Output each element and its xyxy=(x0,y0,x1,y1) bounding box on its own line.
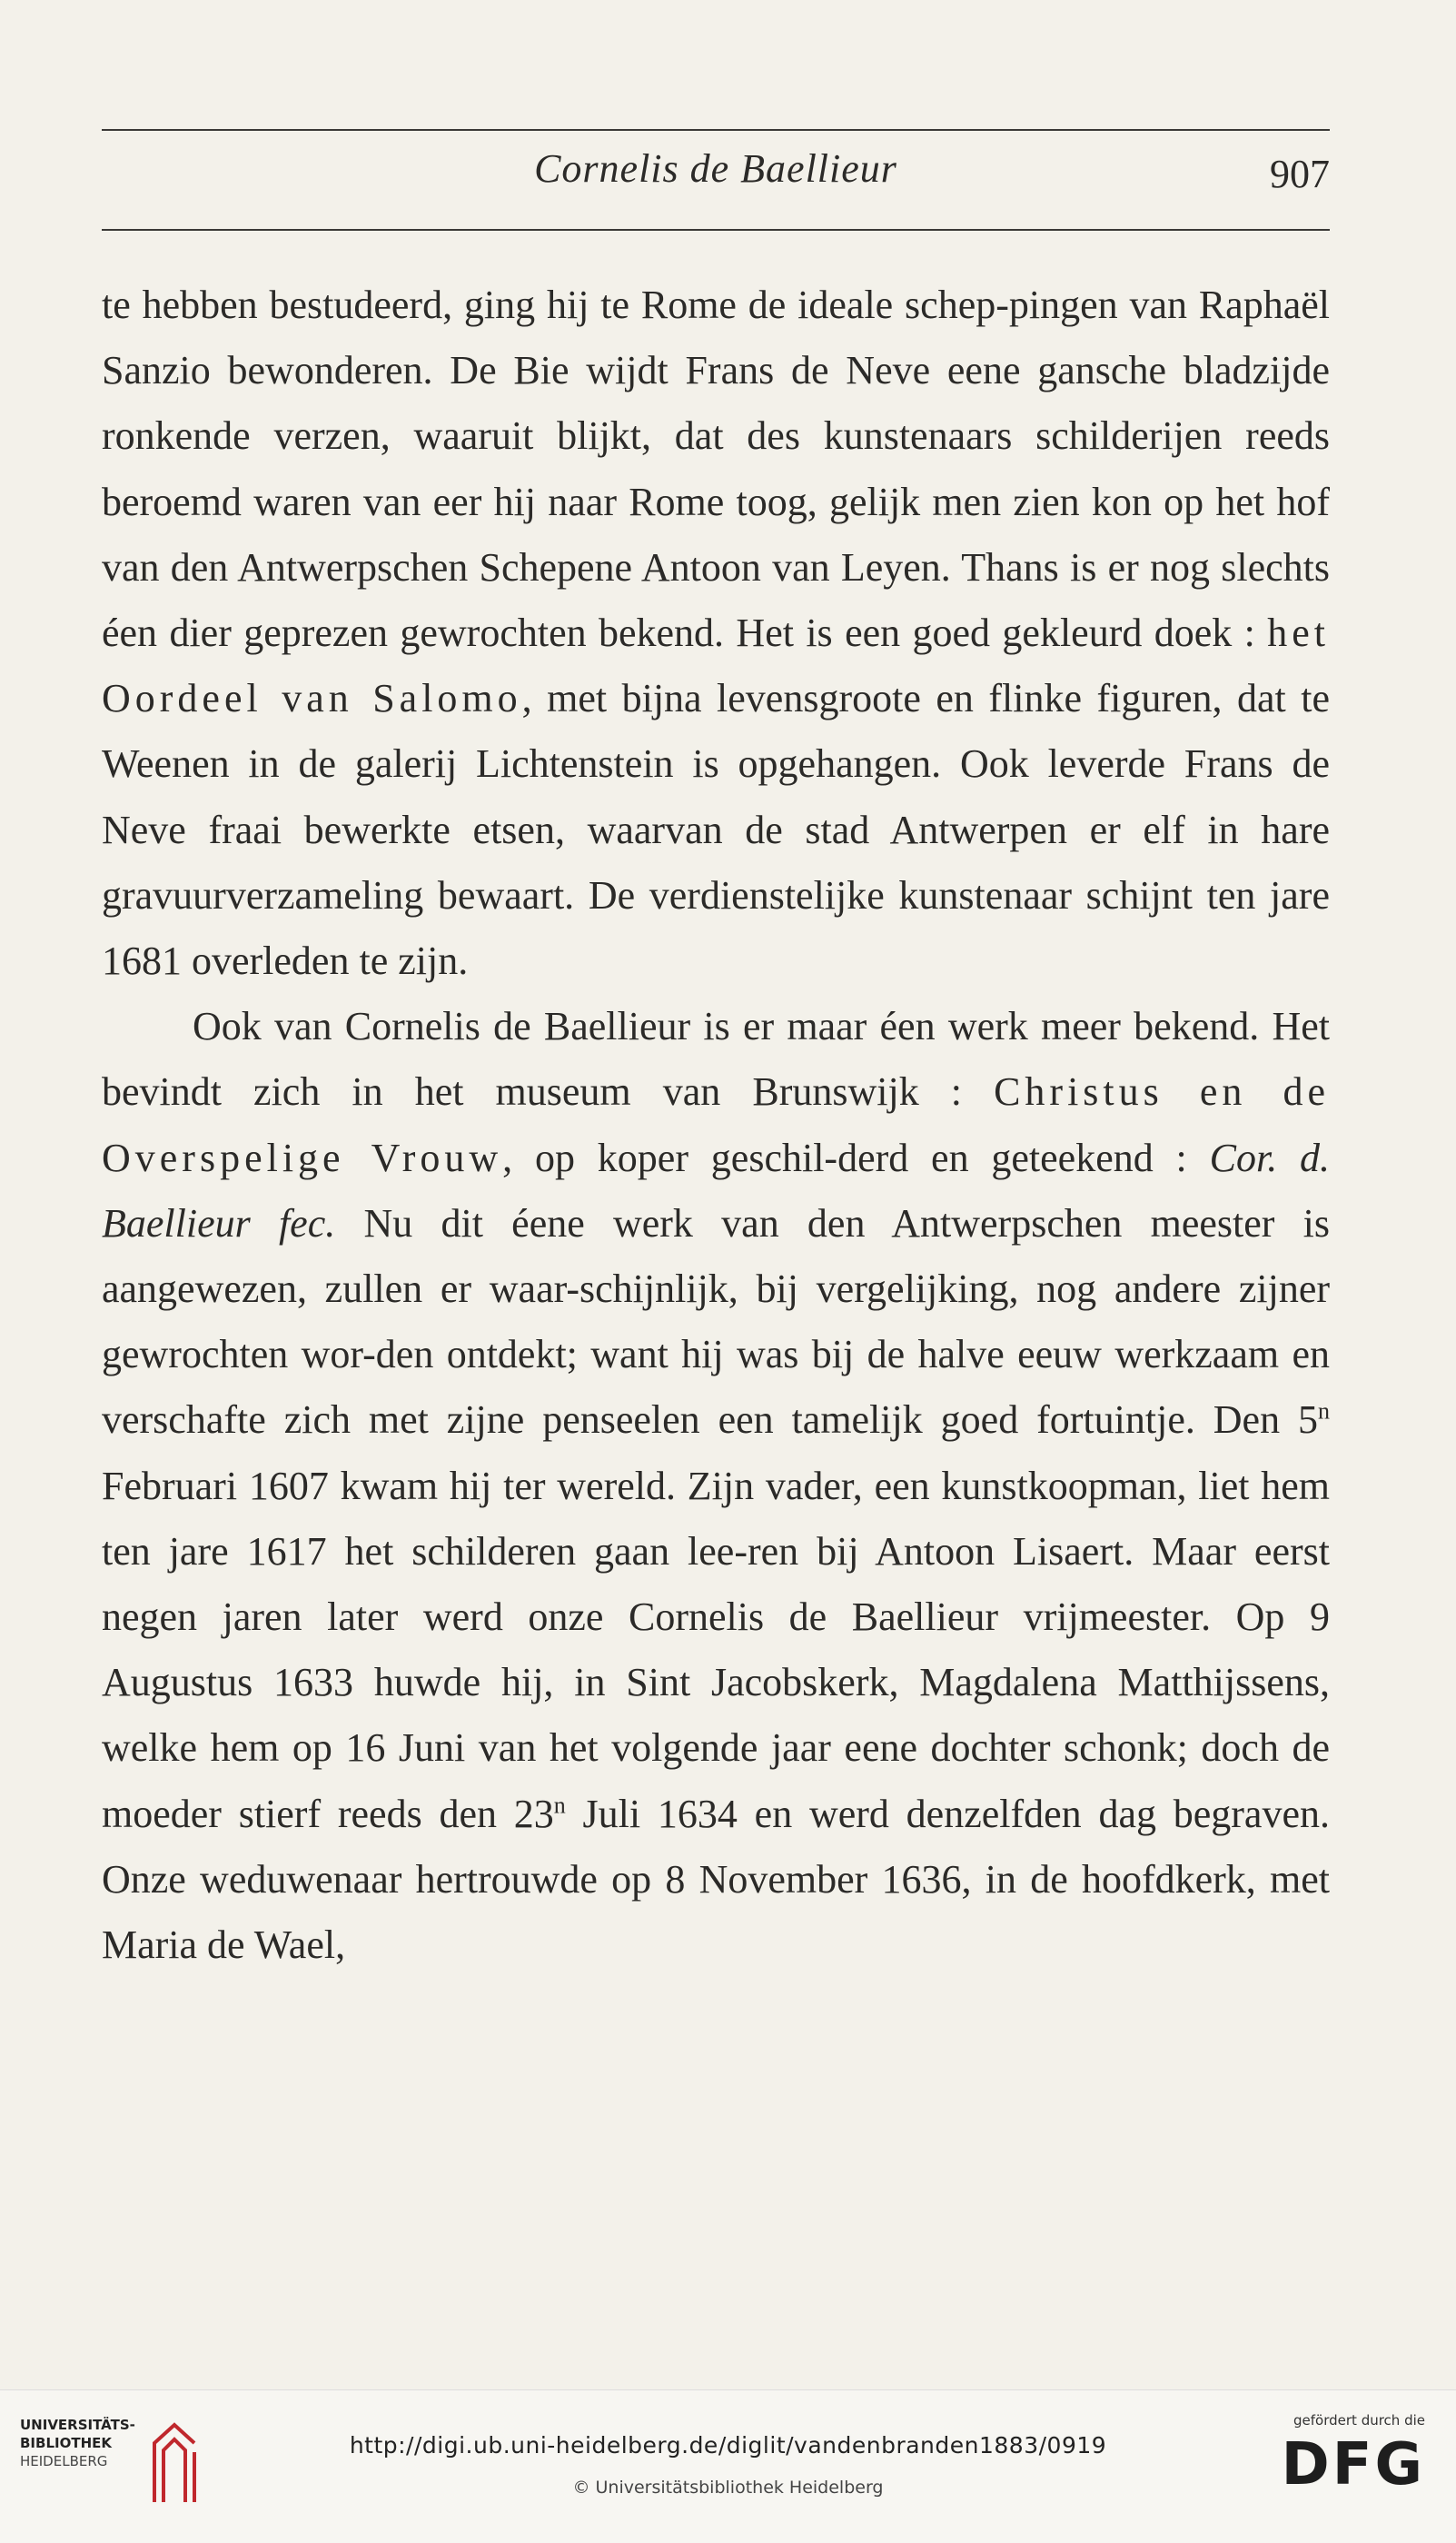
library-line-1: UNIVERSITÄTS- xyxy=(20,2417,135,2433)
body-text xyxy=(102,273,1330,1978)
p2-text-e: Juli 1634 en werd denzelfden dag begraven. Onze weduwenaar hertrouwde op 8 November 1636, in de hoofdkerk, met Maria de Wael, xyxy=(102,1791,1330,1968)
p2-spaced-title: Christus en de Overspelige Vrouw xyxy=(102,1069,1330,1180)
library-logo[interactable] xyxy=(20,2416,211,2516)
p2-text-b: , op koper geschil-derd en geteekend : xyxy=(502,1135,1210,1180)
dfg-logo[interactable] xyxy=(1253,2412,1425,2521)
page-header xyxy=(102,145,1330,209)
digitization-footer xyxy=(0,2389,1456,2543)
source-url-link[interactable]: http://digi.ub.uni-heidelberg.de/diglit/vandenbranden1883/0919 xyxy=(349,2432,1107,2459)
page-number: 907 xyxy=(1270,152,1330,196)
dfg-wordmark: DFG xyxy=(1281,2431,1425,2498)
p2-signature-italic: Cor. d. Baellieur fec. xyxy=(102,1135,1330,1246)
p2-text-c: Nu dit éene werk van den Antwerpschen meester is aangewezen, zullen er waar-schijnlijk, bij vergelijking, nog andere zijner gewrochten wor-den ontdekt; want hij was bij de halve eeuw werkzaam en verschafte zich met zijne penseelen een tamelijk goed fortuintje. Den 5 xyxy=(102,1200,1331,1443)
library-line-2: BIBLIOTHEK xyxy=(20,2435,112,2451)
p1-spaced-title: het Oordeel van Salomo xyxy=(102,611,1330,721)
p1-text-a: te hebben bestudeerd, ging hij te Rome de ideale schep-pingen van Raphaël Sanzio bewonderen. De Bie wijdt Frans de Neve eene gansche bladzijde ronkende verzen, waaruit blijkt, dat des kunstenaars schilderijen reeds beroemd waren van eer hij naar Rome toog, gelijk men zien kon op het hof van den Antwerpschen Schepene Antoon van Leyen. Thans is er nog slechts éen dier geprezen gewrochten bekend. Het is een goed gekleurd doek : xyxy=(102,283,1330,656)
header-rule-top xyxy=(102,129,1330,131)
paragraph-2 xyxy=(102,994,1330,1978)
paragraph-1 xyxy=(102,273,1330,994)
p2-superscript-2: n xyxy=(553,1792,566,1819)
p2-text-d: Februari 1607 kwam hij ter wereld. Zijn vader, een kunstkoopman, liet hem ten jare 1617 het schilderen gaan lee-ren bij Antoon Lisaert. Maar eerst negen jaren later werd onze Cornelis de Baellieur vrijmeester. Op 9 Augustus 1633 huwde hij, in Sint Jacobskerk, Magdalena Matthijssens, welke hem op 16 Juni van het volgende jaar eene dochter schonk; doch de moeder stierf reeds den 23 xyxy=(102,1463,1330,1836)
header-rule-bottom xyxy=(102,229,1330,231)
funded-by-text: gefördert durch die xyxy=(1293,2412,1425,2429)
p1-text-b: , met bijna levensgroote en flinke figuren, dat te Weenen in de galerij Lichtenstein is opgehangen. Ook leverde Frans de Neve fraai bewerkte etsen, waarvan de stad Antwerpen er elf in hare gravuurverzameling bewaart. De verdienstelijke kunstenaar schijnt ten jare 1681 overleden te zijn. xyxy=(102,676,1330,984)
copyright-notice: © Universitätsbibliothek Heidelberg xyxy=(572,2478,884,2498)
p2-superscript-1: n xyxy=(1318,1397,1330,1425)
library-line-3: HEIDELBERG xyxy=(20,2453,108,2469)
running-title: Cornelis de Baellieur xyxy=(534,146,897,191)
p2-text-a: Ook van Cornelis de Baellieur is er maar éen werk meer bekend. Het bevindt zich in het museum van Brunswijk : xyxy=(102,1004,1330,1115)
